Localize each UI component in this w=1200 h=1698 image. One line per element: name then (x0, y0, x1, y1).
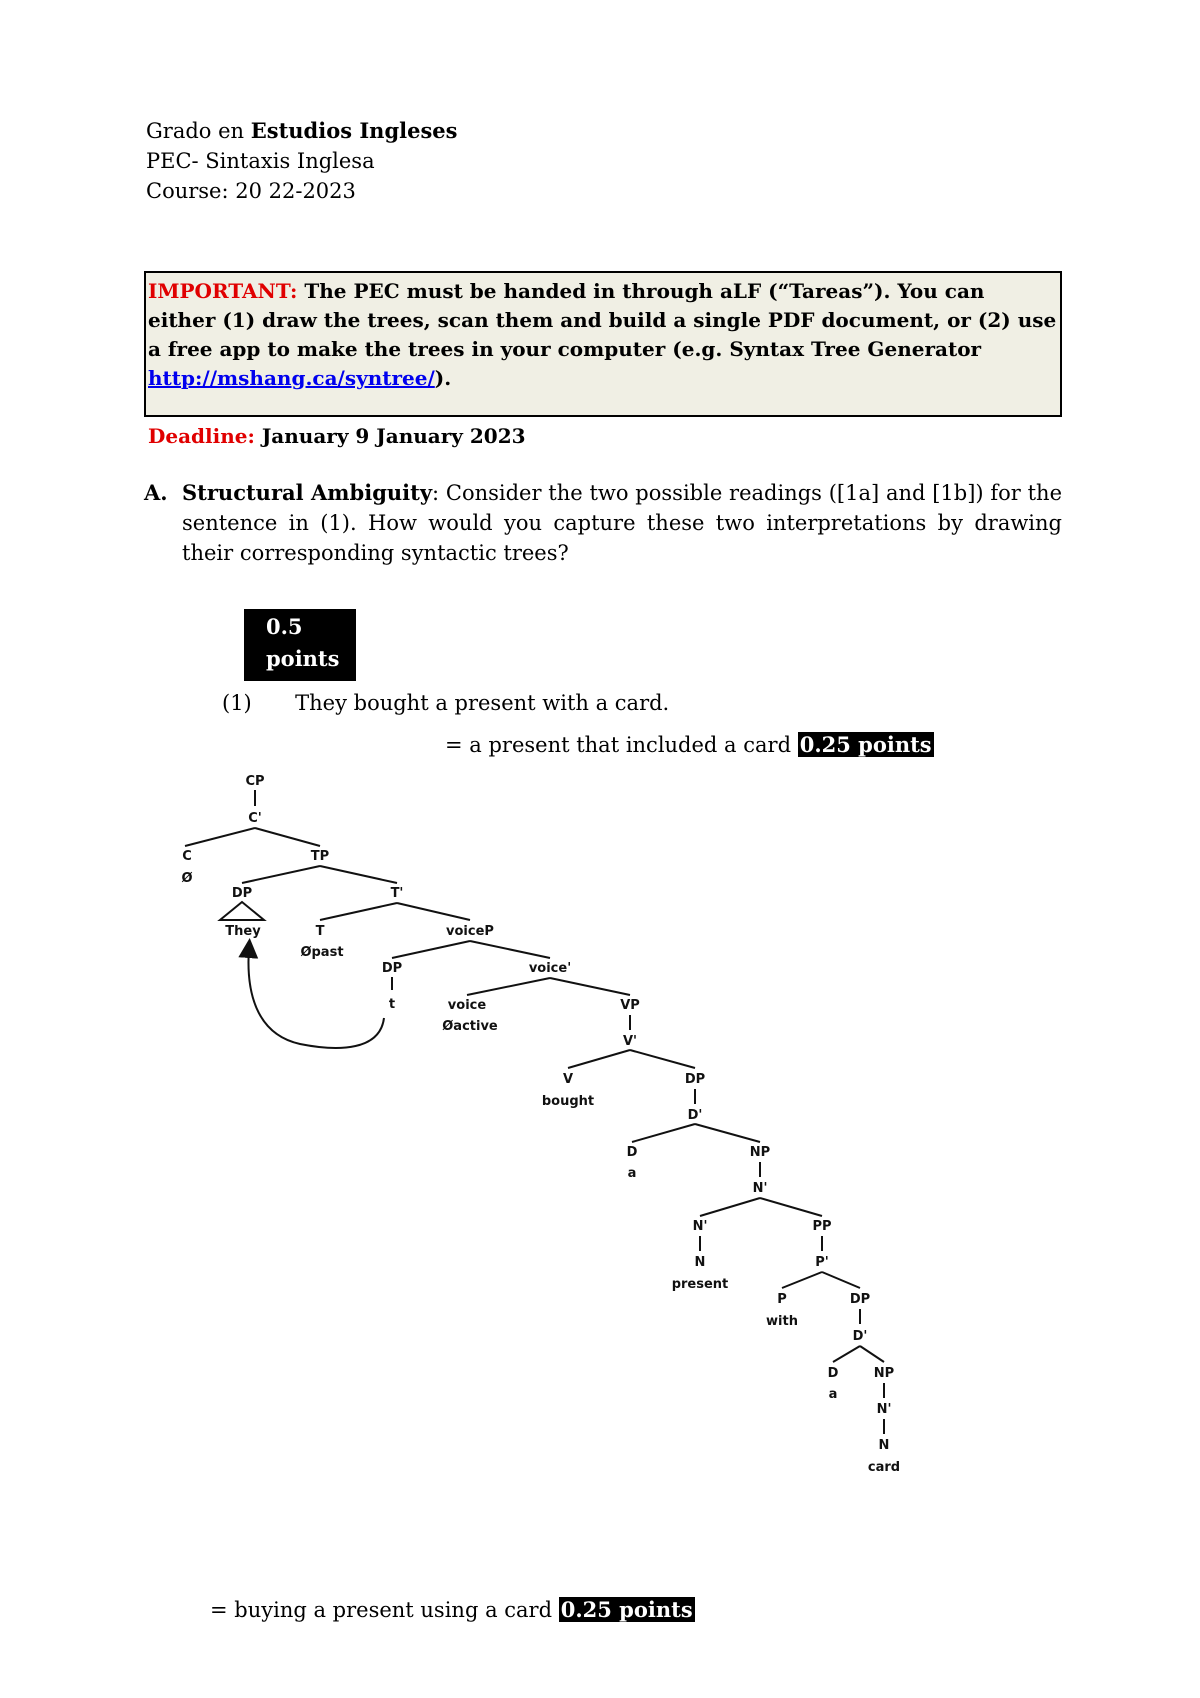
node-trace: t (388, 997, 396, 1012)
degree-name: Estudios Ingleses (250, 118, 458, 143)
node-c: C (182, 849, 192, 864)
node-card: card (867, 1460, 901, 1475)
question-title: Structural Ambiguity (182, 480, 433, 505)
node-d-obj: D (626, 1145, 638, 1160)
node-cp: CP (245, 774, 265, 789)
node-with: with (766, 1314, 798, 1329)
node-voice-bar: voice' (528, 961, 572, 976)
syntree-link[interactable]: http://mshang.ca/syntree/ (148, 366, 435, 390)
notice-end: ). (434, 366, 452, 390)
example-number: (1) (222, 691, 252, 715)
node-dp-subj: DP (231, 886, 253, 901)
node-np-pp: NP (873, 1366, 895, 1381)
deadline-label: Deadline: (148, 424, 255, 448)
node-they: They (225, 924, 261, 939)
course-line: Course: 20 22-2023 (146, 179, 356, 203)
node-n: N (694, 1255, 706, 1270)
node-p-bar: P' (815, 1255, 829, 1270)
node-voicep: voiceP (446, 924, 494, 939)
node-t: T (315, 924, 325, 939)
node-bought: bought (541, 1094, 595, 1109)
node-d-bar-pp: D' (852, 1329, 868, 1344)
reading-a-points: 0.25 points (799, 732, 932, 757)
important-label: IMPORTANT: (148, 279, 298, 303)
node-a-obj: a (627, 1166, 637, 1181)
node-d-pp: D (827, 1366, 839, 1381)
node-v: V (562, 1072, 574, 1087)
node-vp: VP (620, 998, 640, 1013)
node-d-bar-obj: D' (687, 1108, 703, 1123)
node-n-pp: N (878, 1438, 890, 1453)
node-dp-obj: DP (684, 1072, 706, 1087)
node-t-past: Øpast (300, 945, 344, 960)
points-value: 0.5 (266, 614, 303, 639)
node-tp: TP (310, 849, 330, 864)
node-n-bar: N' (692, 1219, 708, 1234)
node-p: P (777, 1292, 787, 1307)
node-t-bar: T' (390, 886, 404, 901)
node-n-bar-pp: N' (876, 1402, 892, 1417)
node-a-pp: a (828, 1387, 838, 1402)
node-present: present (671, 1277, 729, 1292)
node-v-bar: V' (622, 1034, 638, 1049)
reading-b-points: 0.25 points (560, 1597, 693, 1622)
points-unit: points (266, 646, 340, 671)
reading-a-text: = a present that included a card (445, 733, 792, 757)
degree-prefix: Grado en (146, 119, 245, 143)
node-dp-trace: DP (381, 961, 403, 976)
question-body: : Consider the two possible readings ([1a] and [1b]) for the sentence in (1). How would you capture these two interpretations by drawing their corresponding syntactic trees? (182, 481, 1062, 565)
question-label: A. (144, 480, 168, 505)
node-np-obj: NP (749, 1145, 771, 1160)
node-voice: voice (447, 998, 487, 1013)
reading-b-text: = buying a present using a card (210, 1598, 553, 1622)
subject-line: PEC- Sintaxis Inglesa (146, 149, 375, 173)
deadline-value: January 9 January 2023 (261, 424, 526, 448)
node-n-bar-top: N' (752, 1181, 768, 1196)
movement-arrow (248, 948, 384, 1048)
node-c-bar: C' (248, 811, 262, 826)
node-c-null: Ø (181, 871, 193, 886)
example-sentence: They bought a present with a card. (295, 691, 670, 715)
node-voice-active: Øactive (442, 1019, 498, 1034)
reading-b (210, 1595, 695, 1625)
node-dp-pp: DP (849, 1292, 871, 1307)
node-pp: PP (812, 1219, 832, 1234)
notice-body: The PEC must be handed in through aLF (“Tareas”). You can either (1) draw the trees, scan them and build a single PDF document, or (2) use a free app to make the trees in your computer (e.g. Syntax Tree Generator (148, 279, 1057, 361)
